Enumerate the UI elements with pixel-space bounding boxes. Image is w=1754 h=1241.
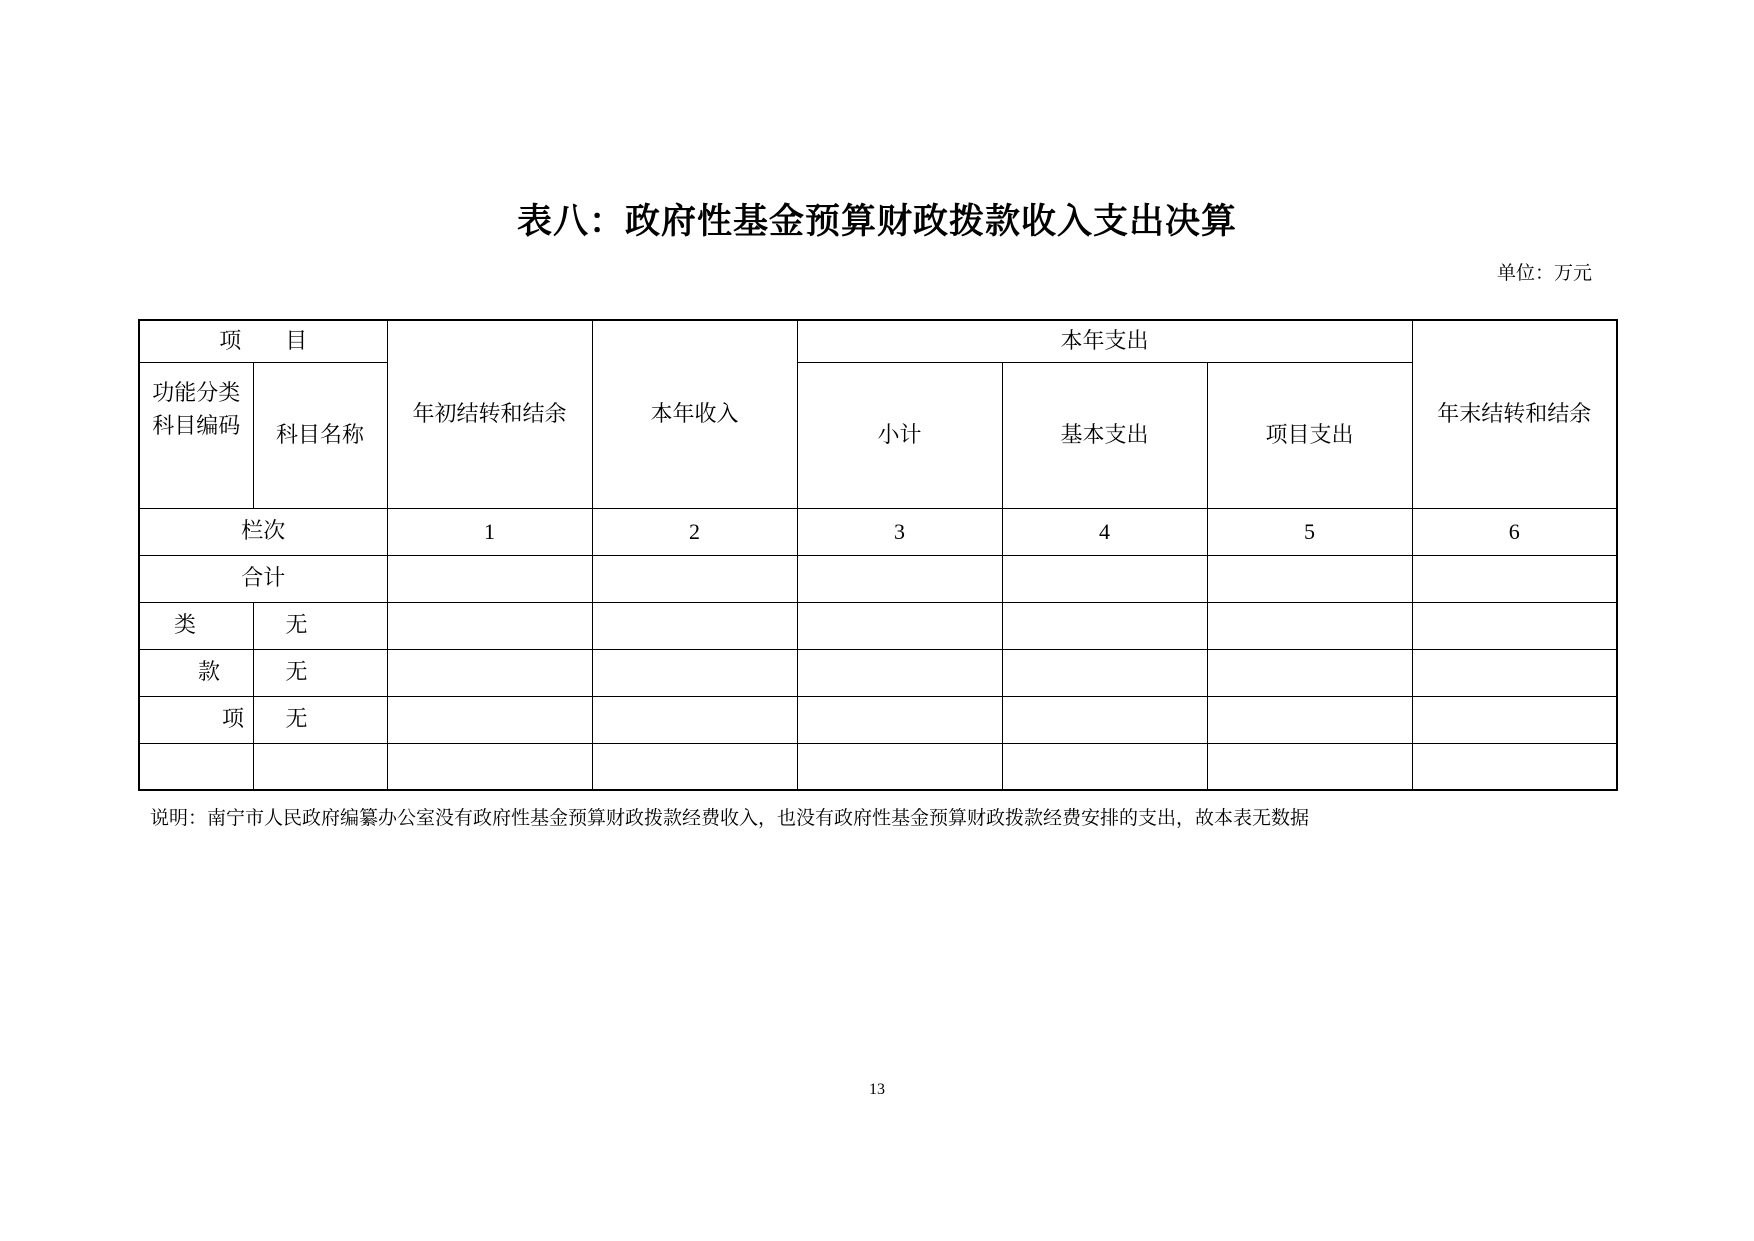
table-cell <box>592 555 797 602</box>
header-income: 本年收入 <box>592 320 797 508</box>
unit-label: 单位：万元 <box>1497 262 1593 284</box>
seq-col: 2 <box>592 508 797 555</box>
header-func-code <box>139 362 253 508</box>
row-name: 无 <box>253 696 387 743</box>
page-number: 13 <box>869 1081 885 1098</box>
table-cell <box>1207 602 1412 649</box>
table-cell <box>253 743 387 790</box>
header-row-2 <box>139 362 1617 508</box>
seq-col: 1 <box>387 508 592 555</box>
table-cell <box>592 743 797 790</box>
table-cell <box>1412 555 1617 602</box>
row-code: 款 <box>139 649 253 696</box>
empty-row <box>139 743 1617 790</box>
table-cell <box>1412 696 1617 743</box>
table-cell <box>1412 602 1617 649</box>
header-subject-name: 科目名称 <box>253 362 387 508</box>
seq-row <box>139 508 1617 555</box>
table-cell <box>1002 649 1207 696</box>
table-cell <box>592 696 797 743</box>
header-expenditure: 本年支出 <box>797 320 1412 362</box>
table-cell <box>387 696 592 743</box>
header-subtotal: 小计 <box>797 362 1002 508</box>
row-code: 类 <box>139 602 253 649</box>
table-cell <box>1002 743 1207 790</box>
table-cell <box>139 743 253 790</box>
row-name: 无 <box>253 602 387 649</box>
header-project: 项目支出 <box>1207 362 1412 508</box>
seq-col: 6 <box>1412 508 1617 555</box>
table-cell <box>797 649 1002 696</box>
table-row <box>139 649 1617 696</box>
header-begin-balance: 年初结转和结余 <box>387 320 592 508</box>
table-cell <box>797 555 1002 602</box>
table-cell <box>797 696 1002 743</box>
table-cell <box>797 602 1002 649</box>
table-cell <box>1207 649 1412 696</box>
table-cell <box>1207 555 1412 602</box>
table-row <box>139 696 1617 743</box>
table-cell <box>1002 696 1207 743</box>
table-row <box>139 602 1617 649</box>
header-func-code-text: 功能分类科目编码 <box>152 380 241 439</box>
table-cell <box>387 602 592 649</box>
table-cell <box>1002 602 1207 649</box>
table-cell <box>1207 696 1412 743</box>
header-row-1 <box>139 320 1617 362</box>
seq-col: 4 <box>1002 508 1207 555</box>
header-end-balance: 年末结转和结余 <box>1412 320 1617 508</box>
table-title: 表八：政府性基金预算财政拨款收入支出决算 <box>516 201 1237 242</box>
table-cell <box>797 743 1002 790</box>
table-cell <box>592 649 797 696</box>
table-note: 说明：南宁市人民政府编纂办公室没有政府性基金预算财政拨款经费收入，也没有政府性基金预算财政拨款经费安排的支出，故本表无数据 <box>150 807 1310 829</box>
seq-col: 5 <box>1207 508 1412 555</box>
table-cell <box>387 649 592 696</box>
total-label: 合计 <box>139 555 387 602</box>
table-cell <box>592 602 797 649</box>
seq-col: 3 <box>797 508 1002 555</box>
seq-label: 栏次 <box>139 508 387 555</box>
table-cell <box>387 743 592 790</box>
table-cell <box>1412 743 1617 790</box>
table-cell <box>1412 649 1617 696</box>
table-cell <box>387 555 592 602</box>
budget-table <box>138 319 1618 791</box>
header-item: 项 目 <box>139 320 387 362</box>
header-basic: 基本支出 <box>1002 362 1207 508</box>
row-code: 项 <box>139 696 253 743</box>
table-cell <box>1002 555 1207 602</box>
table-cell <box>1207 743 1412 790</box>
total-row <box>139 555 1617 602</box>
row-name: 无 <box>253 649 387 696</box>
